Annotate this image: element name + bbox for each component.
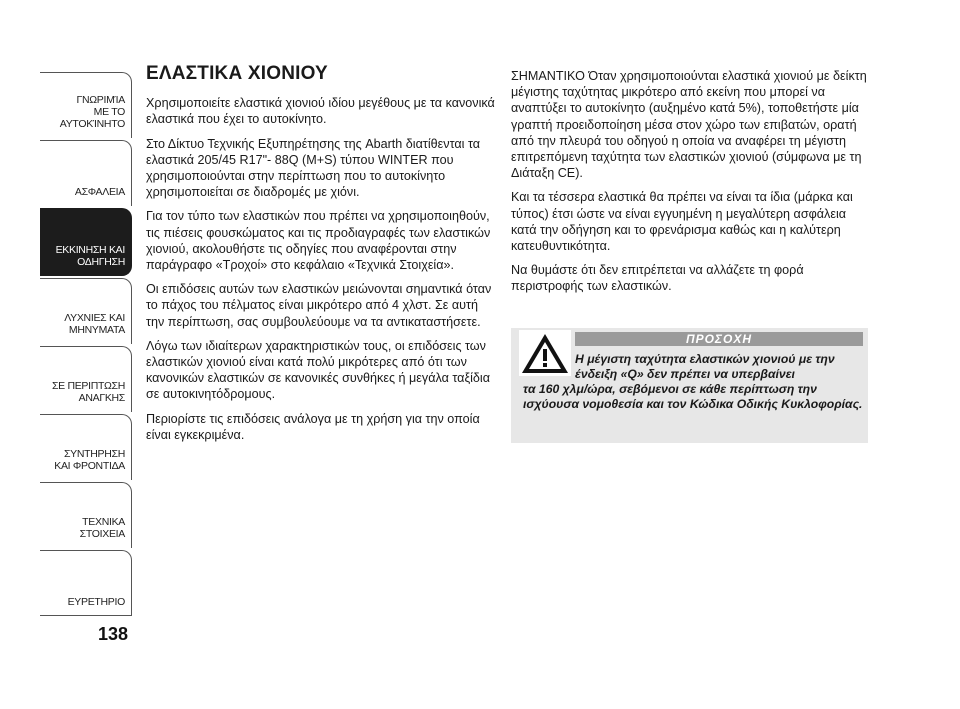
page-heading: ΕΛΑΣΤΙΚΑ ΧΙΟΝΙΟΥ (146, 63, 328, 84)
warning-triangle-icon (519, 330, 571, 376)
tab-starting-driving[interactable] (40, 208, 132, 276)
tab-index[interactable] (40, 550, 132, 616)
paragraph: Οι επιδόσεις αυτών των ελαστικών μειώνονται σημαντικά όταν το πάχος του πέλματος είναι μικρότερο από 4 χλστ. Σε αυτή την περίπτωση, σας συμβουλεύουμε να τα αντικαταστήσετε. (146, 282, 492, 329)
tab-label: ΓΝΩΡΙΜΊΑ ΜΕ ΤΟ ΑΥΤΟΚΊΝΗΤΟ (59, 94, 125, 130)
tab-getting-to-know[interactable] (40, 72, 132, 138)
warning-text: Η μέγιστη ταχύτητα ελαστικών χιονιού με την ένδειξη «Q» δεν πρέπει να υπερβαίνει (575, 352, 835, 381)
paragraph: Και τα τέσσερα ελαστικά θα πρέπει να είναι τα ίδια (μάρκα και τύπος) έτσι ώστε να είναι εγγυημένη η μεγαλύτερη ασφάλεια κατά την οδήγηση και το φρενάρισμα καθώς και η καλύτερη κατευθυντικότητα. (511, 190, 853, 254)
tab-label: ΕΚΚΙΝΗΣΗ ΚΑΙ ΟΔΗΓΗΣΗ (55, 244, 125, 268)
tab-label: ΣΥΝΤΗΡΗΣΗ ΚΑΙ ΦΡΟΝΤΙΔΑ (54, 448, 125, 472)
page-number: 138 (98, 624, 129, 644)
tab-label: ΕΥΡΕΤΗΡΙΟ (67, 596, 125, 608)
paragraph: Για τον τύπο των ελαστικών που πρέπει να χρησιμοποιηθούν, τις πιέσεις φουσκώματος και τις προδιαγραφές των ελαστικών χιονιού, ακολουθήστε τις οδηγίες που αναφέρονται στην παράγραφο «Τροχοί» στο κεφάλαιο «Τεχνικά Στοιχεία». (146, 209, 491, 273)
sidebar-divider (40, 615, 132, 616)
main-column-2 (511, 68, 871, 303)
tab-label: ΑΣΦΑΛΕΙΑ (74, 186, 125, 198)
warning-box (511, 328, 868, 443)
tab-safety[interactable] (40, 140, 132, 206)
tab-technical-data[interactable] (40, 482, 132, 548)
paragraph: ΣΗΜΑΝΤΙΚΟ Όταν χρησιμοποιούνται ελαστικά χιονιού με δείκτη μέγιστης ταχύτητας μικρότερο από εκείνη που μπορεί να αναπτύξει το αυτοκίνητο (αυξημένο κατά 5%), τοποθετήστε μία γραπτή προειδοποίηση μέσα στον χώρο των επιβατών, ορατή από την πλευρά του οδηγού η οποία να αναφέρει τη μέγιστη επιτρεπόμενη ταχύτητα των ελαστικών χιονιού (σύμφωνα με τη Διάταξη CE). (511, 69, 867, 181)
warning-text-continued: τα 160 χλμ/ώρα, σεβόμενοι σε κάθε περίπτωση την ισχύουσα νομοθεσία και τον Κώδικα Οδικής Κυκλοφορίας. (523, 382, 863, 411)
paragraph: Να θυμάστε ότι δεν επιτρέπεται να αλλάζετε τη φορά περιστροφής των ελαστικών. (511, 263, 804, 294)
paragraph: Περιορίστε τις επιδόσεις ανάλογα με τη χρήση για την οποία είναι εγκεκριμένα. (146, 411, 480, 442)
tab-emergency[interactable] (40, 346, 132, 412)
main-column-1 (146, 63, 496, 451)
paragraph: Λόγω των ιδιαίτερων χαρακτηριστικών τους, οι επιδόσεις των ελαστικών χιονιού είναι κατά πολύ μικρότερες από ότι των κανονικών ελαστικών σε κανονικές συνθήκες ή μεγάλα ταξίδια σε αυτοκινητόδρομους. (146, 338, 490, 402)
tab-label: ΣΕ ΠΕΡΙΠΤΩΣΗ ΑΝΑΓΚΗΣ (51, 380, 125, 404)
tab-maintenance[interactable] (40, 414, 132, 480)
tab-warning-lights[interactable] (40, 278, 132, 344)
tab-label: ΤΕΧΝΙΚΑ ΣΤΟΙΧΕΙΑ (79, 516, 125, 540)
paragraph: Χρησιμοποιείτε ελαστικά χιονιού ιδίου μεγέθους με τα κανονικά ελαστικά που έχει το αυτοκίνητο. (146, 96, 495, 127)
paragraph: Στο Δίκτυο Τεχνικής Εξυπηρέτησης της Abarth διατίθενται τα ελαστικά 205/45 R17"- 88Q (M+S) τύπου WINTER που χρησιμοποιούνται στην περίπτωση που το αυτοκίνητο χρησιμοποιείται σε διαδρομές με χιόνι. (146, 136, 481, 200)
tab-label: ΛΥΧΝΙΕΣ ΚΑΙ ΜΗΝΥΜΑΤΑ (64, 312, 125, 336)
warning-title: ΠΡΟΣΟΧΗ (575, 332, 863, 346)
